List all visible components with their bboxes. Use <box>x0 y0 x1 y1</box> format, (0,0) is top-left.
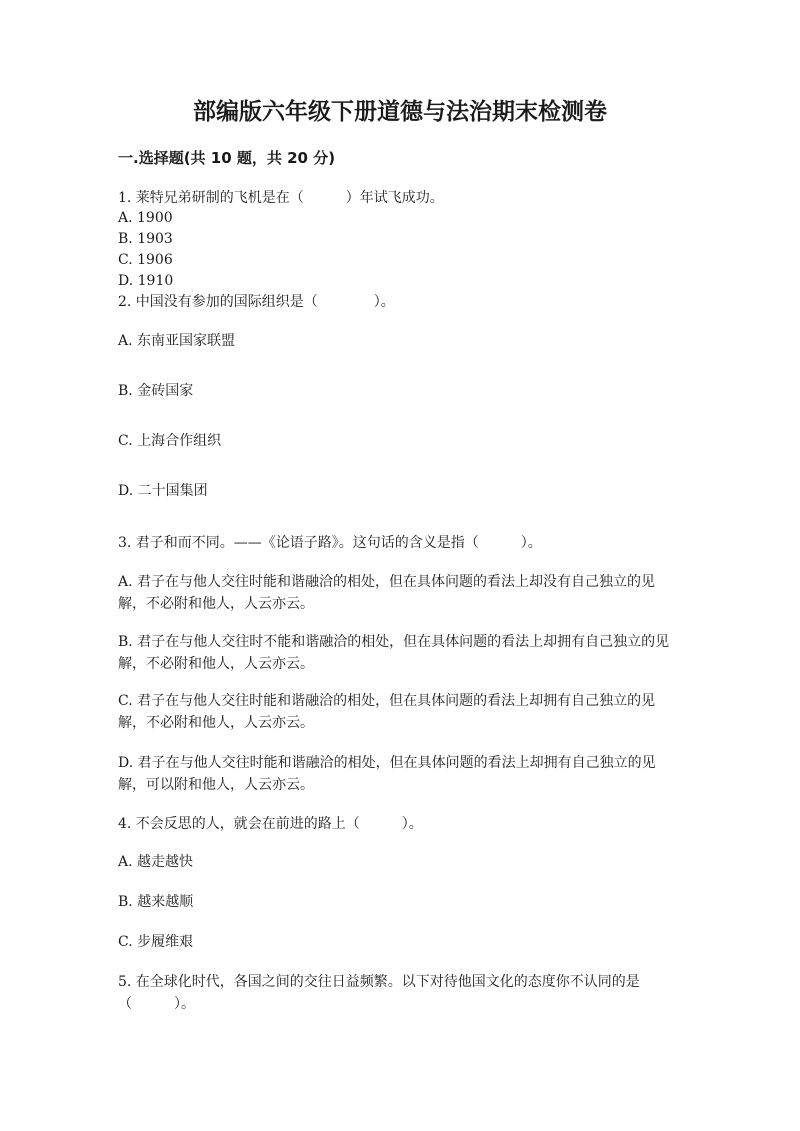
question-3-option-b: B. 君子在与他人交往时不能和谐融洽的相处，但在具体问题的看法上却拥有自己独立的见解，不必附和他人，人云亦云。 <box>118 634 670 672</box>
question-4-option-b: B. 越来越顺 <box>118 894 194 910</box>
question-2-option-b: B. 金砖国家 <box>118 383 194 399</box>
question-5-stem: 5. 在全球化时代，各国之间的交往日益频繁。以下对待他国文化的态度你不认同的是（ ）。 <box>118 974 640 1012</box>
question-4-option-c: C. 步履维艰 <box>118 934 194 950</box>
question-3-stem: 3. 君子和而不同。——《论语子路》。这句话的含义是指（ ）。 <box>118 535 542 551</box>
question-4-stem: 4. 不会反思的人，就会在前进的路上（ ）。 <box>118 816 423 832</box>
question-1-stem: 1. 莱特兄弟研制的飞机是在（ ）年试飞成功。 <box>118 190 444 206</box>
question-1-option-d: D. 1910 <box>118 273 174 289</box>
question-1-option-c: C. 1906 <box>118 252 173 268</box>
section-heading: 一.选择题(共 10 题，共 20 分) <box>118 149 336 167</box>
question-2-stem: 2. 中国没有参加的国际组织是（ ）。 <box>118 294 395 310</box>
question-3-option-d: D. 君子在与他人交往时能和谐融洽的相处，但在具体问题的看法上却拥有自己独立的见解，可以附和他人，人云亦云。 <box>118 755 656 793</box>
question-1-option-a: A. 1900 <box>118 210 173 226</box>
question-3-option-a: A. 君子在与他人交往时能和谐融洽的相处，但在具体问题的看法上却没有自己独立的见解，不必附和他人，人云亦云。 <box>118 574 656 612</box>
question-2-option-c: C. 上海合作组织 <box>118 433 222 449</box>
question-1-option-b: B. 1903 <box>118 231 173 247</box>
question-2-option-a: A. 东南亚国家联盟 <box>118 333 236 349</box>
question-3-option-c: C. 君子在与他人交往时能和谐融洽的相处，但在具体问题的看法上却拥有自己独立的见解，不必附和他人，人云亦云。 <box>118 693 656 731</box>
exam-title: 部编版六年级下册道德与法治期末检测卷 <box>193 99 607 125</box>
question-2-option-d: D. 二十国集团 <box>118 483 208 499</box>
question-4-option-a: A. 越走越快 <box>118 854 194 870</box>
